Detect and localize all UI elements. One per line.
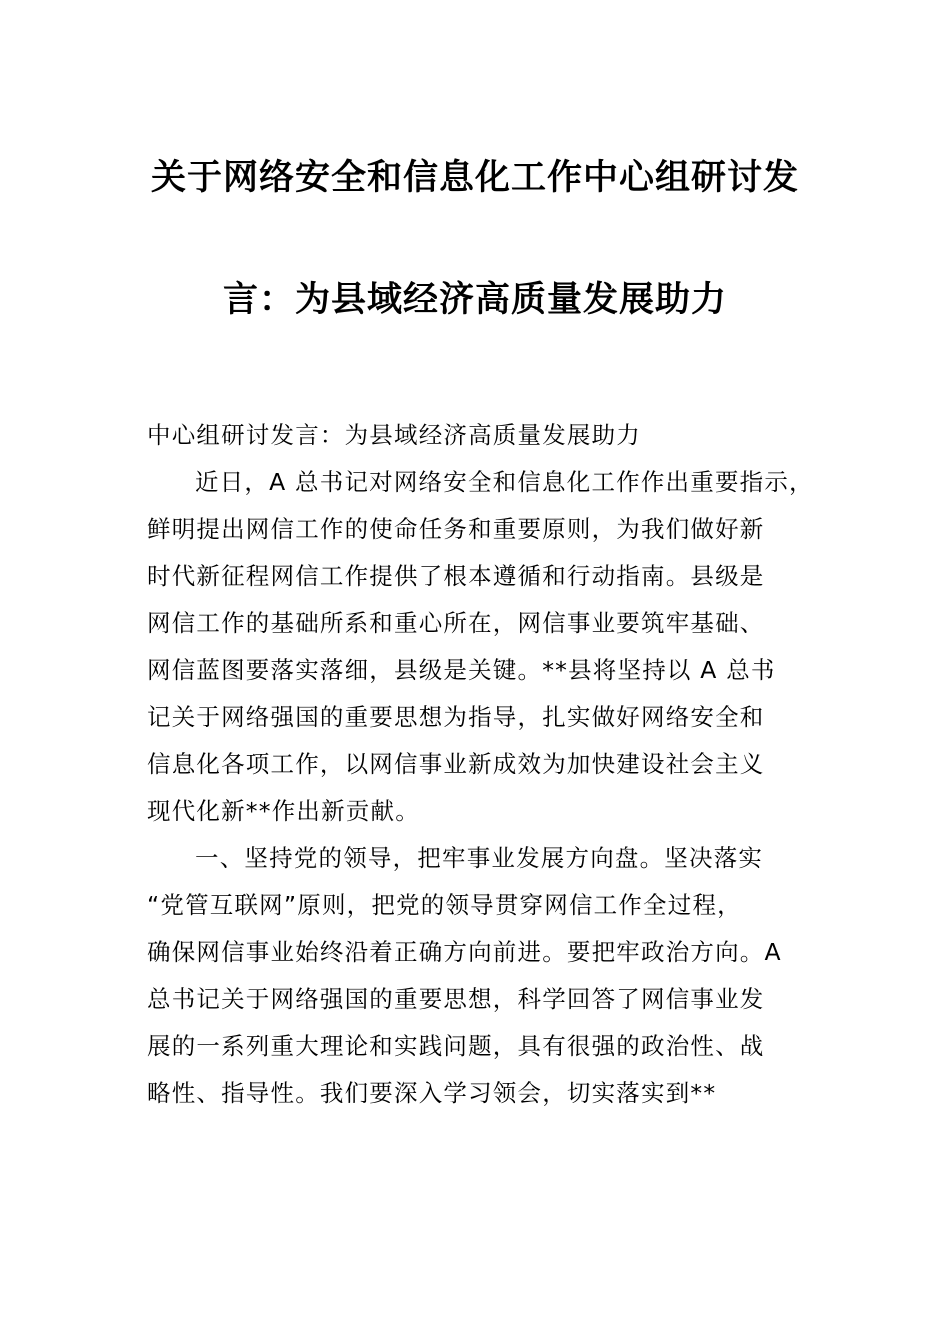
paragraph-line: 一、坚持党的领导，把牢事业发展方向盘。坚决落实 (195, 844, 764, 872)
paragraph-line: 现代化新**作出新贡献。 (147, 797, 420, 825)
paragraph-line: 记关于网络强国的重要思想为指导，扎实做好网络安全和 (147, 703, 765, 731)
paragraph-2 (147, 835, 827, 1117)
document-subtitle: 中心组研讨发言：为县域经济高质量发展助力 (147, 421, 641, 449)
document-title-line-2: 言：为县域经济高质量发展助力 (222, 279, 727, 320)
paragraph-1 (147, 459, 827, 835)
paragraph-line: 鲜明提出网信工作的使命任务和重要原则，为我们做好新 (147, 515, 765, 543)
document-body (147, 412, 827, 1117)
paragraph-line: 略性、指导性。我们要深入学习领会，切实落实到** (147, 1079, 717, 1107)
paragraph-line: 信息化各项工作，以网信事业新成效为加快建设社会主义 (147, 750, 765, 778)
paragraph-line: 网信工作的基础所系和重心所在，网信事业要筑牢基础、 (147, 609, 765, 637)
paragraph-line: 近日，A 总书记对网络安全和信息化工作作出重要指示， (195, 468, 814, 496)
paragraph-line: 网信蓝图要落实落细，县级是关键。**县将坚持以 A 总书 (147, 656, 776, 684)
paragraph-line: 确保网信事业始终沿着正确方向前进。要把牢政治方向。A (147, 938, 782, 966)
paragraph-line: 时代新征程网信工作提供了根本遵循和行动指南。县级是 (147, 562, 765, 590)
paragraph-line: 总书记关于网络强国的重要思想，科学回答了网信事业发 (147, 985, 765, 1013)
document-title-line-1: 关于网络安全和信息化工作中心组研讨发 (150, 157, 799, 198)
paragraph-line: 展的一系列重大理论和实践问题，具有很强的政治性、战 (147, 1032, 765, 1060)
paragraph-line: “党管互联网”原则，把党的领导贯穿网信工作全过程， (147, 891, 742, 919)
